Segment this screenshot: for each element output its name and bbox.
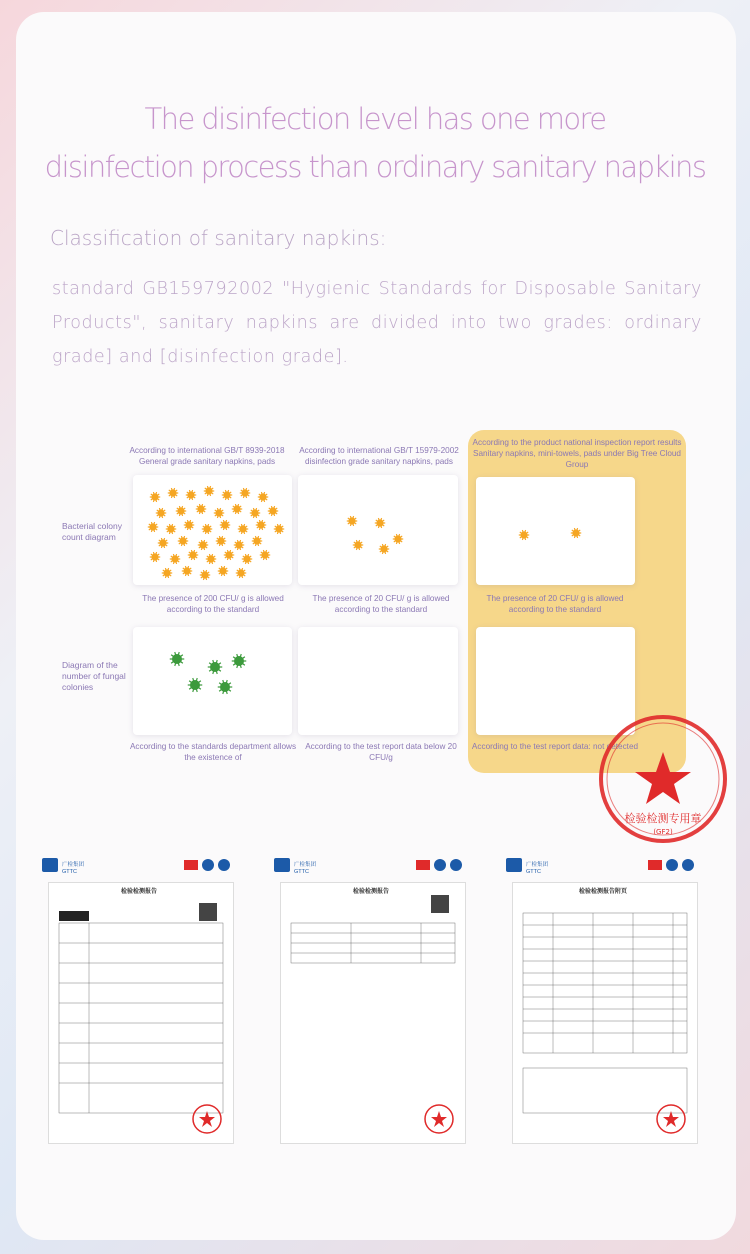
bacteria-colony-icon [150,552,160,562]
inspection-stamp [596,712,730,846]
bacteria-colony-icon [204,486,214,496]
svg-text:GTTC: GTTC [526,869,541,875]
bacteria-colony-icon [260,550,270,560]
row-label-bacteria: Bacterial colony count diagram [62,521,123,542]
bacteria-colony-icon [184,520,194,530]
bacteria-colony-icon [196,504,206,514]
gttc-logo-icon [274,854,470,878]
bacteria-colony-icon [222,490,232,500]
bacteria-colony-icon [178,536,188,546]
bacteria-colony-icon [214,508,224,518]
bacteria-colony-icon [166,524,176,534]
bacteria-colony-icon [393,534,403,544]
column-heading-disinfection: According to international GB/T 15979-2002 disinfection grade sanitary napkins, pads [299,446,459,466]
bacteria-colony-icon [148,522,158,532]
bacteria-dots-ordinary [133,475,292,585]
fungi-colony-icon [170,652,185,666]
report-2 [262,850,480,1160]
fungi-panel-ordinary [133,627,292,735]
bacteria-colony-icon [258,492,268,502]
bacteria-colony-icon [268,506,278,516]
caption-fungi-disinfection: According to the test report data below 20 CFU/g [305,742,457,762]
report-page [48,882,234,1144]
caption-bacteria-disinfection: The presence of 20 CFU/ g is allowed according to the standard [312,594,450,614]
bacteria-panel-disinfection [298,475,458,585]
stamp-text: 检验检测专用章 [624,812,702,825]
headline-line-2: disinfection process than ordinary sanitary napkins [44,150,706,184]
classification-paragraph: standard GB159792002 "Hygienic Standards for Disposable Sanitary Products", sanitary napkins are divided into two grades: ordinary grade] and [disinfection grade]. [52,279,702,367]
bacteria-colony-icon [216,536,226,546]
stamp-code: (GF2) [653,828,673,836]
bacteria-colony-icon [236,568,246,578]
bacteria-panel-brand [476,477,635,585]
bacteria-dots-disinfection [298,475,458,585]
fungi-panel-disinfection [298,627,458,735]
stamp-star-icon [635,752,691,804]
bacteria-colony-icon [240,488,250,498]
bacteria-colony-icon [232,504,242,514]
bacteria-dots-brand [476,477,635,585]
svg-text:广检集团: 广检集团 [62,862,85,868]
bacteria-colony-icon [274,524,284,534]
bacteria-colony-icon [252,536,262,546]
row-label-fungi: Diagram of the number of fungal colonies [62,660,126,692]
report-title: 检验检测报告 [120,889,157,895]
bacteria-colony-icon [170,554,180,564]
caption-bacteria-ordinary: The presence of 200 CFU/ g is allowed according to the standard [142,594,284,614]
svg-text:广检集团: 广检集团 [294,862,317,868]
fungi-colony-icon [188,678,203,692]
bacteria-colony-icon [186,490,196,500]
report-3 [494,850,712,1160]
bacteria-colony-icon [188,550,198,560]
bacteria-colony-icon [182,566,192,576]
report-page [280,882,466,1144]
bacteria-colony-icon [158,538,168,548]
caption-fungi-ordinary: According to the standards department allows the existence of [129,742,297,762]
bacteria-colony-icon [198,540,208,550]
bacteria-panel-ordinary [133,475,292,585]
bacteria-colony-icon [162,568,172,578]
bacteria-colony-icon [218,566,228,576]
bacteria-colony-icon [375,518,385,528]
bacteria-colony-icon [347,516,357,526]
caption-bacteria-brand: The presence of 20 CFU/ g is allowed according to the standard [486,594,624,614]
bacteria-colony-icon [519,530,529,540]
bacteria-colony-icon [168,488,178,498]
report-table-lines [49,883,233,1143]
bacteria-colony-icon [379,544,389,554]
fungi-colony-icon [208,660,223,674]
gttc-logo-icon [506,854,702,878]
svg-text:GTTC: GTTC [62,869,77,875]
report-table-lines [281,883,465,1143]
svg-text:GTTC: GTTC [294,869,309,875]
bacteria-colony-icon [256,520,266,530]
bacteria-colony-icon [250,508,260,518]
bacteria-colony-icon [234,540,244,550]
bacteria-colony-icon [353,540,363,550]
bacteria-colony-icon [224,550,234,560]
bacteria-colony-icon [200,570,210,580]
caption-fungi-brand: According to the test report data: not detected [471,742,639,751]
page-headline [0,95,750,191]
report-title: 检验检测报告 [352,889,389,895]
svg-text:广检集团: 广检集团 [526,862,549,868]
bacteria-colony-icon [156,508,166,518]
fungi-colony-icon [218,680,233,694]
gttc-logo-icon [42,854,238,878]
report-1 [30,850,248,1160]
section-subheading: Classification of sanitary napkins: [50,226,387,250]
bacteria-colony-icon [202,524,212,534]
report-table-lines [513,883,697,1143]
headline-line-1: The disinfection level has one more [144,102,606,136]
report-page [512,882,698,1144]
bacteria-colony-icon [176,506,186,516]
bacteria-colony-icon [238,524,248,534]
bacteria-colony-icon [571,528,581,538]
report-title: 检验检测报告附页 [578,889,627,895]
bacteria-colony-icon [206,554,216,564]
inspection-reports [0,850,750,1170]
bacteria-colony-icon [150,492,160,502]
fungi-dots-ordinary [133,627,292,735]
column-heading-ordinary: According to international GB/T 8939-2018 General grade sanitary napkins, pads [129,446,285,466]
bacteria-colony-icon [220,520,230,530]
column-heading-brand: According to the product national inspection report results Sanitary napkins, mini-towels, pads under Big Tree Cloud Group [472,438,682,469]
bacteria-colony-icon [242,554,252,564]
fungi-colony-icon [232,654,247,668]
